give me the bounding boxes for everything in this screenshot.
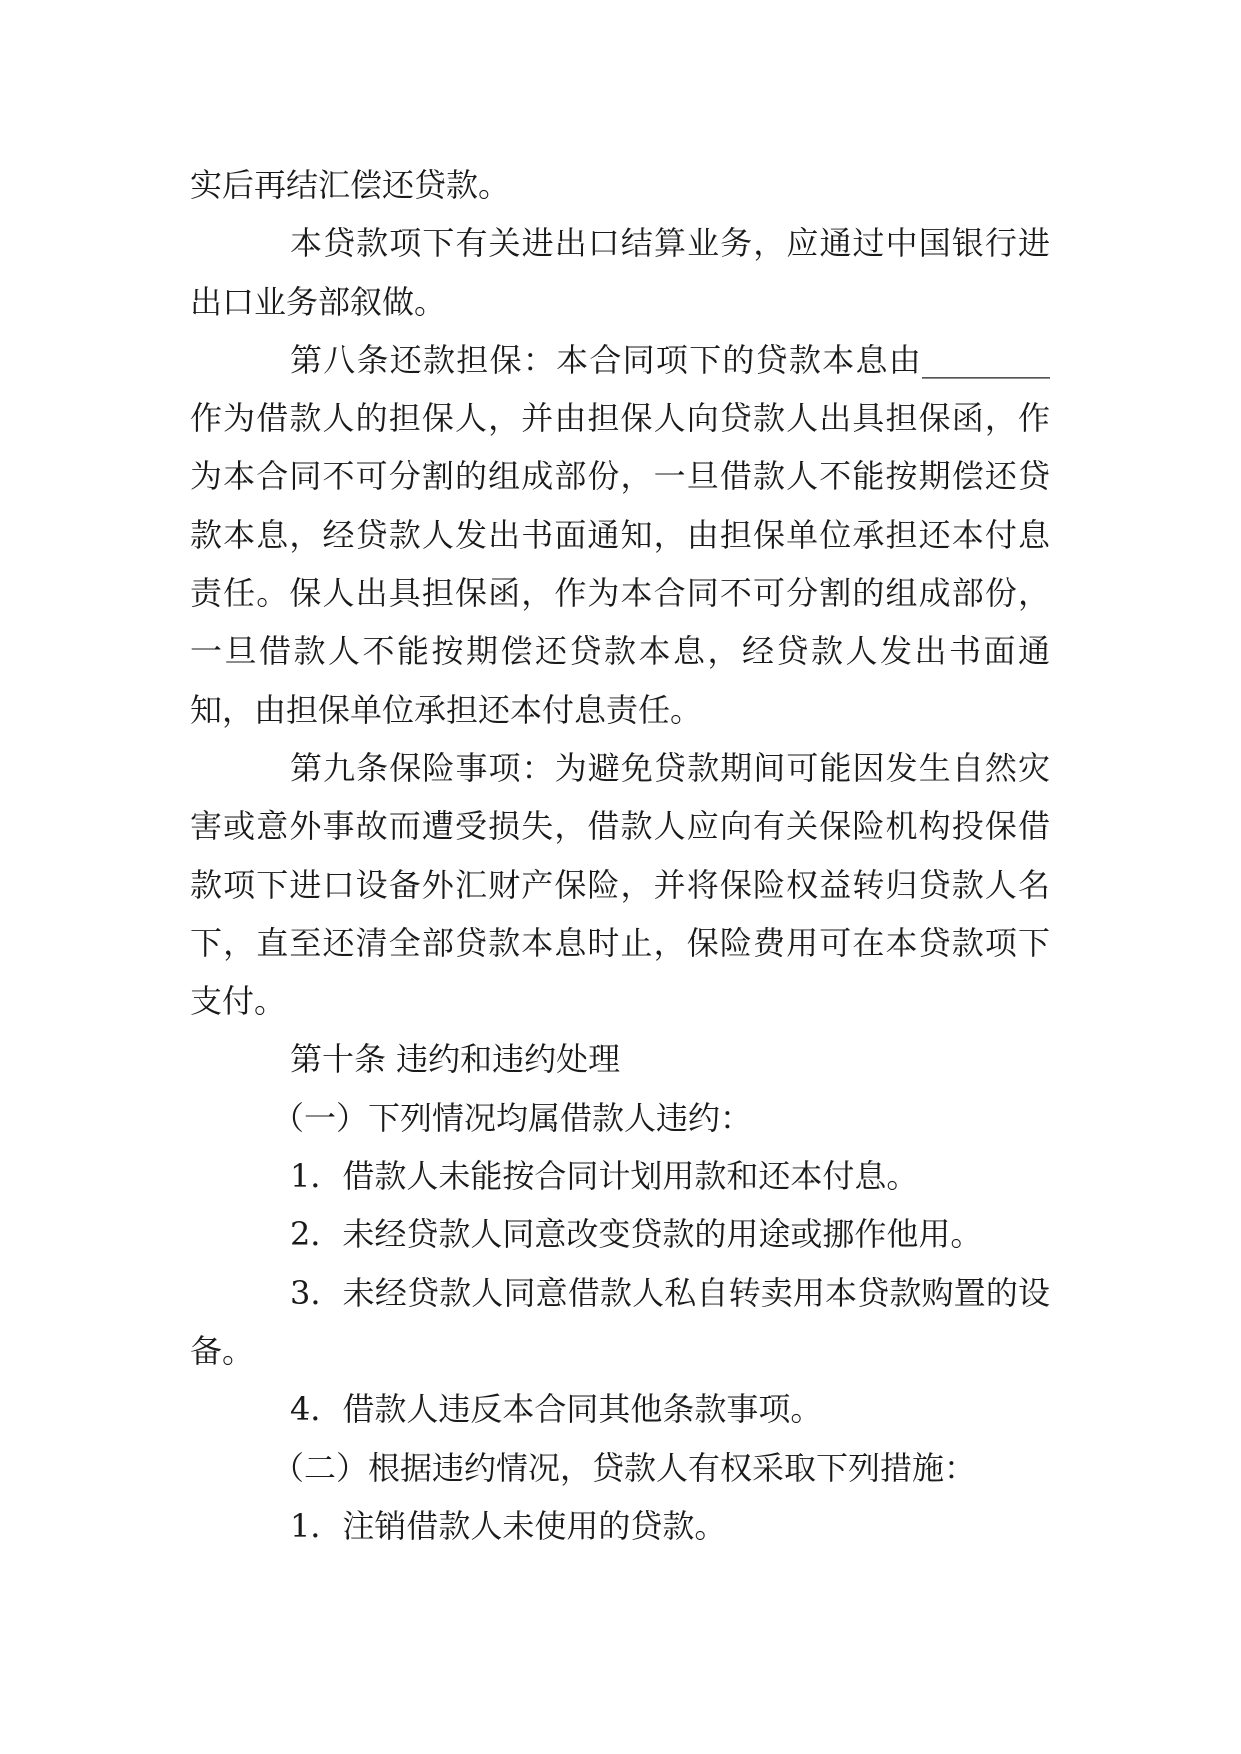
article-8-guarantee: 第八条还款担保：本合同项下的贷款本息由________作为借款人的担保人，并由担保人向贷款人出具担保函，作为本合同不可分割的组成部份，一旦借款人不能按期偿还贷款本息，经贷款人发出书面通知，由担保单位承担还本付息责任。保人出具担保函，作为本合同不可分割的组成部份，一旦借款人不能按期偿还贷款本息，经贷款人发出书面通知，由担保单位承担还本付息责任。 [190,340,1050,729]
paragraph-settlement: 本贷款项下有关进出口结算业务，应通过中国银行进出口业务部叙做。 [190,224,1050,321]
document-body [190,156,1050,1555]
list-item-1: 1．借款人未能按合同计划用款和还本付息。 [290,1157,919,1196]
paragraph-continuation: 实后再结汇偿还贷款。 [190,166,511,204]
list-item-3: 3．未经贷款人同意借款人私自转卖用本贷款购置的设备。 [190,1273,1050,1370]
section-2-heading: （二）根据违约情况，贷款人有权采取下列措施： [272,1448,977,1487]
article-9-insurance: 第九条保险事项：为避免贷款期间可能因发生自然灾害或意外事故而遭受损失，借款人应向有关保险机构投保借款项下进口设备外汇财产保险，并将保险权益转归贷款人名下，直至还清全部贷款本息时止，保险费用可在本贷款项下支付。 [190,748,1050,1021]
section-1-heading: （一）下列情况均属借款人违约： [272,1098,753,1137]
article-10-heading: 第十条 违约和违约处理 [290,1040,621,1079]
list-item-2: 2．未经贷款人同意改变贷款的用途或挪作他用。 [290,1215,983,1254]
list-item-4: 4．借款人违反本合同其他条款事项。 [290,1390,823,1429]
measure-item-1: 1．注销借款人未使用的贷款。 [290,1506,727,1545]
